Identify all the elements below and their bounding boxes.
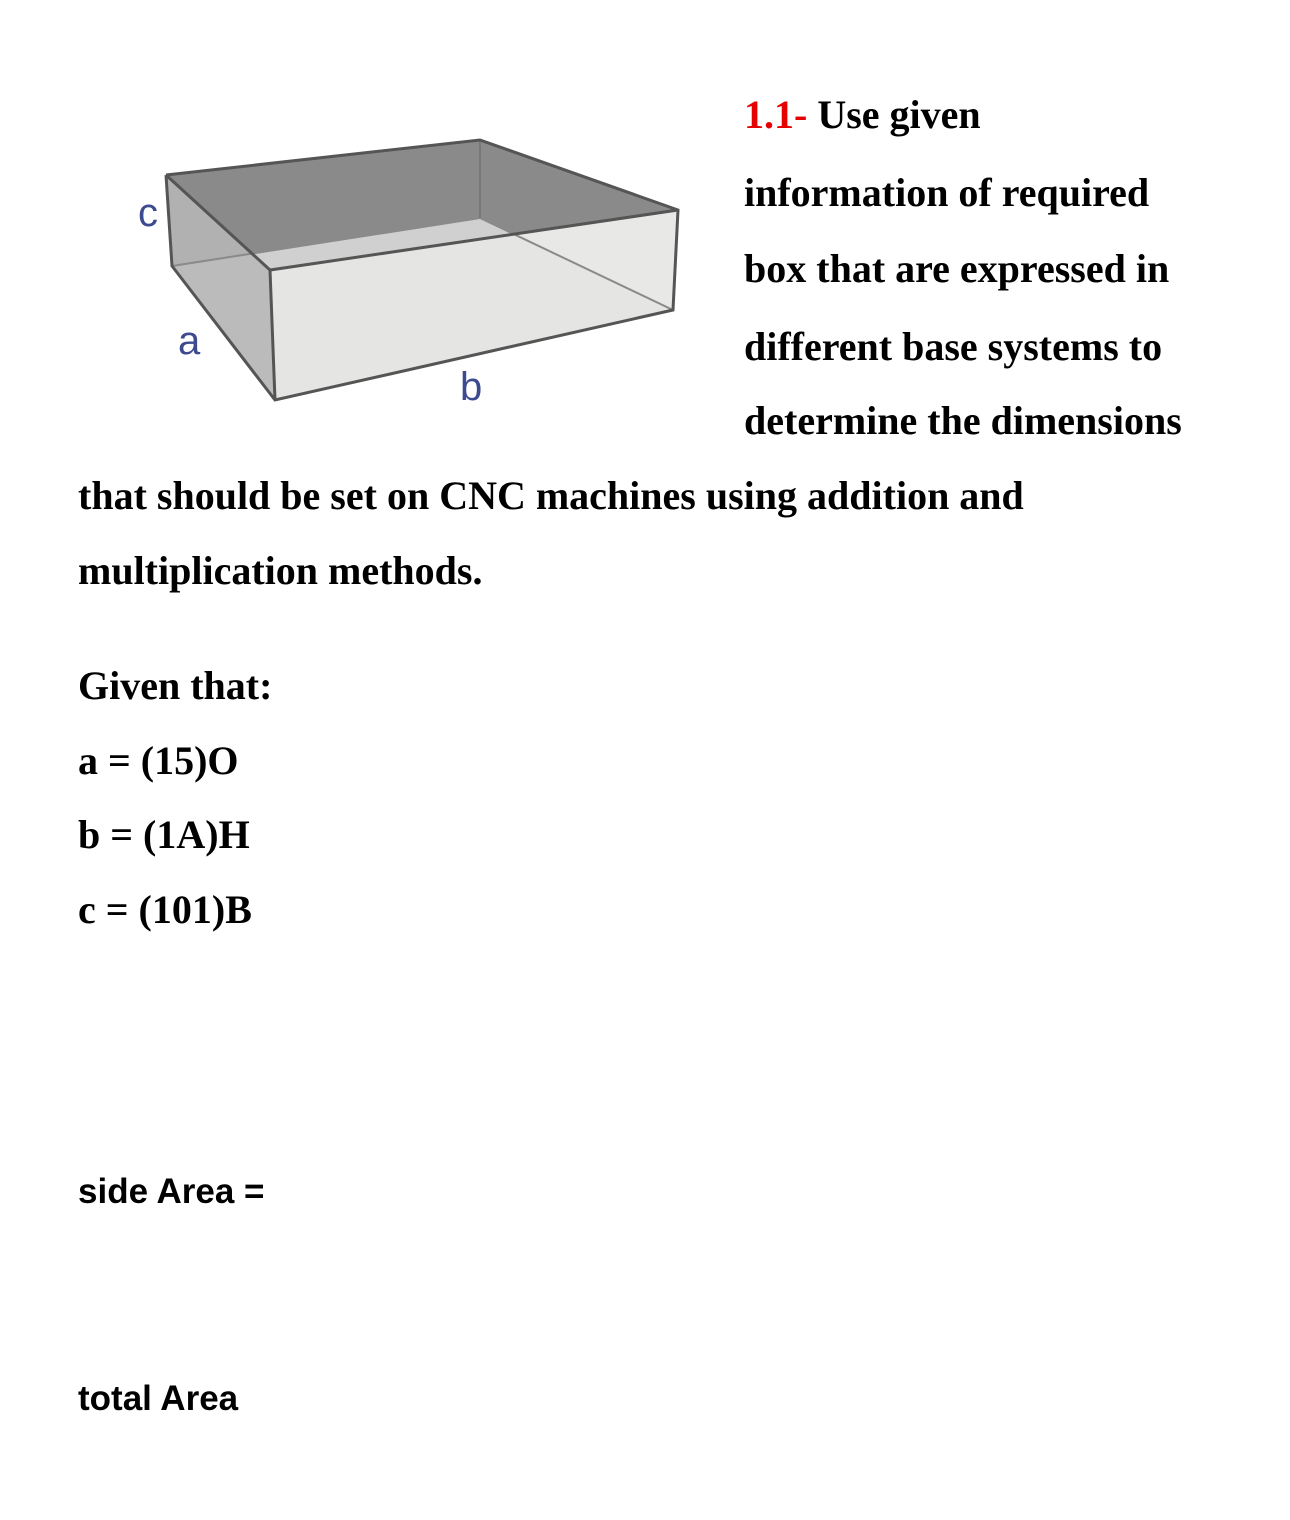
given-b: b = (1A)H: [78, 812, 250, 857]
question-number: 1.1-: [744, 92, 808, 137]
question-line-4: different base systems to: [744, 324, 1163, 369]
label-a: a: [178, 319, 201, 363]
label-b: b: [460, 365, 483, 409]
box-figure: [130, 130, 700, 420]
question-line-5: determine the dimensions: [744, 398, 1182, 443]
question-line-7: multiplication methods.: [78, 548, 483, 593]
question-line-2: information of required: [744, 170, 1150, 215]
given-c: c = (101)B: [78, 887, 252, 932]
question-line-6: that should be set on CNC machines using addition and: [78, 473, 1024, 518]
side-area-label: side Area =: [78, 1172, 265, 1211]
given-heading: Given that:: [78, 663, 273, 708]
question-text-1: Use given: [817, 92, 981, 137]
label-c: c: [138, 191, 158, 235]
total-area-label: total Area: [78, 1379, 239, 1418]
question-line-3: box that are expressed in: [744, 246, 1170, 291]
question-line-1: [744, 91, 981, 139]
given-a: a = (15)O: [78, 738, 239, 783]
